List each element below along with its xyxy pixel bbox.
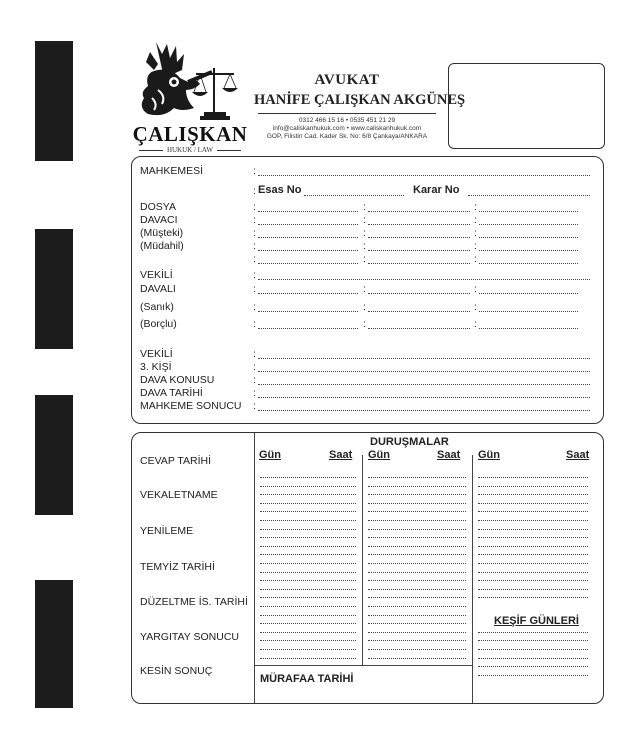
field-karar-no[interactable] <box>468 195 590 196</box>
hearing-entry-line[interactable] <box>368 658 466 659</box>
colon: : <box>474 201 477 213</box>
divider <box>258 113 436 114</box>
letterhead <box>254 72 466 141</box>
field-dosya-2[interactable] <box>368 211 470 212</box>
colon: : <box>474 240 477 252</box>
title-line-2: HANİFE ÇALIŞKAN AKGÜNEŞ <box>254 92 466 108</box>
web-contact: info@caliskanhukuk.com • www.caliskanhukuk.com <box>272 125 422 132</box>
colon: : <box>253 374 256 386</box>
label-vekili-2: VEKİLİ <box>140 348 173 360</box>
field-dava-tarihi[interactable] <box>258 397 590 398</box>
colon: : <box>253 318 256 330</box>
field-extra-3[interactable] <box>479 263 578 264</box>
hearing-entry-line[interactable] <box>478 529 588 530</box>
hearing-entry-line[interactable] <box>260 572 356 573</box>
colon: : <box>363 201 366 213</box>
field-dosya-1[interactable] <box>258 211 358 212</box>
label-mahkemesi: MAHKEMESİ <box>140 165 204 177</box>
hearing-entry-line[interactable] <box>478 554 588 555</box>
row-divider <box>254 665 472 666</box>
hearing-entry-line[interactable] <box>260 529 356 530</box>
hearing-entry-line[interactable] <box>478 632 588 633</box>
hearing-entry-line[interactable] <box>260 597 356 598</box>
label-ucuncu-kisi: 3. KİŞİ <box>140 361 172 373</box>
label-esas-no: Esas No <box>258 184 302 196</box>
hearing-entry-line[interactable] <box>478 563 588 564</box>
colon: : <box>363 301 366 313</box>
hearing-entry-line[interactable] <box>478 597 588 598</box>
field-esas-no[interactable] <box>304 195 404 196</box>
colon: : <box>363 253 366 265</box>
field-davali-1[interactable] <box>258 293 358 294</box>
hearing-entry-line[interactable] <box>368 529 466 530</box>
field-mahkeme-sonucu[interactable] <box>258 410 590 411</box>
hearing-entry-line[interactable] <box>368 537 466 538</box>
hearing-entry-line[interactable] <box>368 632 466 633</box>
field-vekili[interactable] <box>258 279 590 280</box>
label-borclu: (Borçlu) <box>140 318 177 330</box>
hearing-entry-line[interactable] <box>478 666 588 667</box>
field-sanik-2[interactable] <box>368 311 470 312</box>
column-divider <box>362 455 363 665</box>
field-borclu-3[interactable] <box>479 328 578 329</box>
hearing-entry-line[interactable] <box>368 494 466 495</box>
hearing-entry-line[interactable] <box>260 511 356 512</box>
hearing-entry-line[interactable] <box>478 589 588 590</box>
stamp-box[interactable] <box>448 63 605 149</box>
binder-tab <box>35 395 73 515</box>
hearing-entry-line[interactable] <box>478 486 588 487</box>
colon: : <box>363 214 366 226</box>
colon: : <box>253 348 256 360</box>
hearing-entry-line[interactable] <box>260 486 356 487</box>
field-musteki-2[interactable] <box>368 237 470 238</box>
hearing-entry-line[interactable] <box>478 520 588 521</box>
hearing-entry-line[interactable] <box>260 537 356 538</box>
hearing-entry-line[interactable] <box>478 494 588 495</box>
label-mudahil: (Müdahil) <box>140 240 184 252</box>
colon: : <box>253 165 256 177</box>
field-davali-2[interactable] <box>368 293 470 294</box>
hearing-entry-line[interactable] <box>260 589 356 590</box>
hearing-entry-line[interactable] <box>368 520 466 521</box>
binder-tab <box>35 41 73 161</box>
label-musteki: (Müşteki) <box>140 227 184 239</box>
label-dava-konusu: DAVA KONUSU <box>140 374 215 386</box>
phone-numbers: 0312 466 15 16 • 0535 451 21 29 <box>298 117 396 124</box>
column-divider <box>254 433 255 703</box>
hearing-entry-line[interactable] <box>260 623 356 624</box>
hearing-entry-line[interactable] <box>260 615 356 616</box>
hearing-entry-line[interactable] <box>368 606 466 607</box>
hearing-entry-line[interactable] <box>368 563 466 564</box>
hearing-entry-line[interactable] <box>478 546 588 547</box>
column-divider <box>472 455 473 703</box>
kesif-gunleri-heading: KEŞİF GÜNLERİ <box>494 615 579 627</box>
hearing-entry-line[interactable] <box>260 546 356 547</box>
lion-scales-icon <box>134 38 249 124</box>
hearing-entry-line[interactable] <box>260 494 356 495</box>
hearing-entry-line[interactable] <box>368 597 466 598</box>
hearing-entry-line[interactable] <box>260 580 356 581</box>
label-temyiz-tarihi: TEMYİZ TARİHİ <box>140 561 215 573</box>
field-davali-3[interactable] <box>479 293 578 294</box>
label-dava-tarihi: DAVA TARİHİ <box>140 387 203 399</box>
field-sanik-1[interactable] <box>258 311 358 312</box>
hearing-entry-line[interactable] <box>368 554 466 555</box>
hearing-entry-line[interactable] <box>368 572 466 573</box>
hearing-entry-line[interactable] <box>478 511 588 512</box>
col-gun-1: Gün <box>259 449 281 461</box>
field-borclu-2[interactable] <box>368 328 470 329</box>
case-info-box <box>131 156 604 424</box>
label-davaci: DAVACI <box>140 214 178 226</box>
hearing-entry-line[interactable] <box>368 580 466 581</box>
field-dava-konusu[interactable] <box>258 384 590 385</box>
hearing-entry-line[interactable] <box>368 649 466 650</box>
label-davali: DAVALI <box>140 283 176 295</box>
hearing-entry-line[interactable] <box>478 537 588 538</box>
field-davaci-1[interactable] <box>258 224 358 225</box>
field-davaci-2[interactable] <box>368 224 470 225</box>
colon: : <box>253 301 256 313</box>
label-mahkeme-sonucu: MAHKEME SONUCU <box>140 400 242 412</box>
hearing-entry-line[interactable] <box>478 649 588 650</box>
field-mudahil-3[interactable] <box>479 250 578 251</box>
label-vekili: VEKİLİ <box>140 269 173 281</box>
hearing-entry-line[interactable] <box>478 658 588 659</box>
field-borclu-1[interactable] <box>258 328 358 329</box>
brand-subtitle: HUKUK / LAW <box>126 146 254 154</box>
hearing-entry-line[interactable] <box>260 477 356 478</box>
field-musteki-3[interactable] <box>479 237 578 238</box>
hearing-entry-line[interactable] <box>260 554 356 555</box>
hearing-entry-line[interactable] <box>368 623 466 624</box>
col-saat-1: Saat <box>329 449 353 461</box>
hearing-entry-line[interactable] <box>260 606 356 607</box>
field-mudahil-1[interactable] <box>258 250 358 251</box>
label-sanik: (Sanık) <box>140 301 174 313</box>
col-saat-3: Saat <box>566 449 590 461</box>
label-vekaletname: VEKALETNAME <box>140 489 218 501</box>
hearing-entry-line[interactable] <box>368 615 466 616</box>
field-extra-2[interactable] <box>368 263 470 264</box>
hearing-entry-line[interactable] <box>368 511 466 512</box>
colon: : <box>253 214 256 226</box>
hearing-entry-line[interactable] <box>368 640 466 641</box>
colon: : <box>363 240 366 252</box>
field-mahkemesi[interactable] <box>258 175 590 176</box>
colon: : <box>474 283 477 295</box>
label-cevap-tarihi: CEVAP TARİHİ <box>140 455 211 467</box>
hearing-entry-line[interactable] <box>260 520 356 521</box>
colon: : <box>253 240 256 252</box>
colon: : <box>253 361 256 373</box>
colon: : <box>253 201 256 213</box>
colon: : <box>253 387 256 399</box>
hearing-entry-line[interactable] <box>478 580 588 581</box>
colon: : <box>474 253 477 265</box>
hearing-entry-line[interactable] <box>368 503 466 504</box>
hearing-entry-line[interactable] <box>478 640 588 641</box>
field-dosya-3[interactable] <box>479 211 578 212</box>
binder-tab <box>35 580 73 708</box>
title-line-1: AVUKAT <box>314 72 380 88</box>
colon: : <box>474 301 477 313</box>
hearings-box <box>131 432 604 704</box>
hearing-entry-line[interactable] <box>368 546 466 547</box>
field-vekili-2[interactable] <box>258 358 590 359</box>
hearing-entry-line[interactable] <box>368 589 466 590</box>
address: GOP, Filistin Cad. Kader Sk. No: 6/8 Çankaya/ANKARA <box>266 133 428 140</box>
colon: : <box>253 400 256 412</box>
colon: : <box>253 269 256 281</box>
hearing-entry-line[interactable] <box>260 503 356 504</box>
field-musteki-1[interactable] <box>258 237 358 238</box>
hearing-entry-line[interactable] <box>260 632 356 633</box>
hearing-entry-line[interactable] <box>478 572 588 573</box>
label-kesin-sonuc: KESİN SONUÇ <box>140 665 213 677</box>
hearing-entry-line[interactable] <box>368 486 466 487</box>
hearing-entry-line[interactable] <box>260 640 356 641</box>
colon: : <box>363 283 366 295</box>
colon: : <box>363 227 366 239</box>
hearing-entry-line[interactable] <box>260 649 356 650</box>
field-extra-1[interactable] <box>258 263 358 264</box>
col-saat-2: Saat <box>437 449 461 461</box>
colon: : <box>474 318 477 330</box>
colon: : <box>474 214 477 226</box>
durusmalar-heading: DURUŞMALAR <box>370 436 449 448</box>
label-dosya: DOSYA <box>140 201 176 213</box>
hearing-entry-line[interactable] <box>368 477 466 478</box>
field-sanik-3[interactable] <box>479 311 578 312</box>
colon: : <box>253 253 256 265</box>
colon: : <box>474 227 477 239</box>
colon: : <box>253 227 256 239</box>
colon: : <box>253 283 256 295</box>
colon: : <box>363 318 366 330</box>
brand-name: ÇALIŞKAN <box>132 122 248 146</box>
hearing-entry-line[interactable] <box>260 658 356 659</box>
label-duzeltme: DÜZELTME İS. TARİHİ <box>140 596 248 608</box>
murafaa-tarihi-label: MÜRAFAA TARİHİ <box>260 673 354 685</box>
label-yenileme: YENİLEME <box>140 525 194 537</box>
hearing-entry-line[interactable] <box>478 675 588 676</box>
col-gun-3: Gün <box>478 449 500 461</box>
field-davaci-3[interactable] <box>479 224 578 225</box>
binder-tab <box>35 229 73 349</box>
label-yargitay-sonucu: YARGITAY SONUCU <box>140 631 239 643</box>
hearing-entry-line[interactable] <box>478 503 588 504</box>
field-mudahil-2[interactable] <box>368 250 470 251</box>
firm-logo <box>126 38 254 158</box>
col-gun-2: Gün <box>368 449 390 461</box>
colon: : <box>253 185 256 197</box>
hearing-entry-line[interactable] <box>260 563 356 564</box>
label-karar-no: Karar No <box>413 184 460 196</box>
hearing-entry-line[interactable] <box>478 477 588 478</box>
field-ucuncu-kisi[interactable] <box>258 371 590 372</box>
